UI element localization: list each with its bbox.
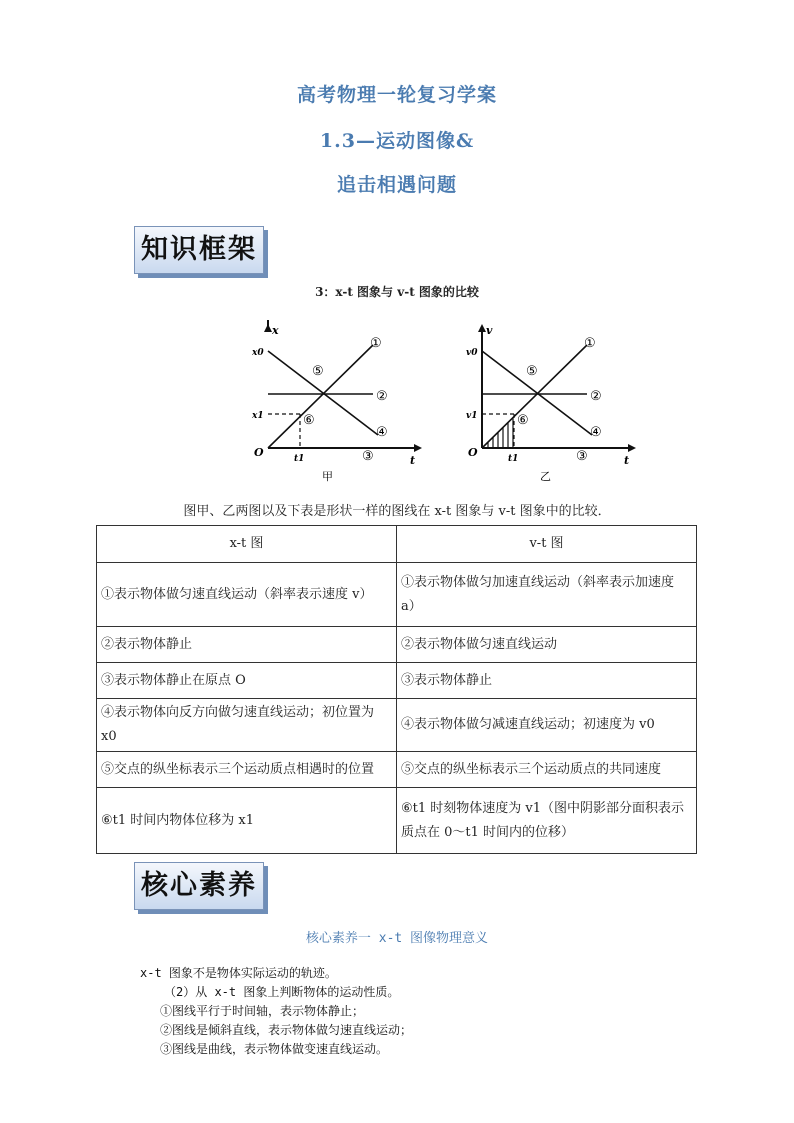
- table-row: [97, 788, 697, 854]
- table-row: [97, 663, 697, 699]
- table-header-row: [97, 526, 697, 563]
- table-cell: ②表示物体静止: [97, 627, 397, 663]
- x-arrow-icon: [414, 444, 422, 452]
- graph-xt: [248, 320, 428, 492]
- table-cell: ①表示物体做匀加速直线运动（斜率表示加速度 a）: [397, 563, 697, 627]
- table-cell: ⑤交点的纵坐标表示三个运动质点的共同速度: [397, 752, 697, 788]
- body-line: （2）从 x-t 图象上判断物体的运动性质。: [164, 985, 400, 999]
- marker-6: ⑥: [517, 413, 529, 428]
- y-mid-label: x1: [252, 411, 264, 421]
- x-tick-label: t1: [294, 454, 305, 464]
- table-header: v-t 图: [397, 526, 697, 563]
- body-line: ③图线是曲线，表示物体做变速直线运动。: [160, 1042, 389, 1056]
- axis-y-label: x: [272, 324, 279, 337]
- doc-title: 高考物理一轮复习学案: [296, 84, 497, 106]
- graph-vt: [462, 320, 642, 492]
- figure-caption: 图甲、乙两图以及下表是形状一样的图线在 x-t 图象与 v-t 图象中的比较．: [183, 504, 611, 519]
- table-cell: ⑥t1 时刻物体速度为 v1（图中阴影部分面积表示质点在 0～t1 时间内的位移）: [397, 788, 697, 854]
- line-1: [482, 345, 587, 448]
- marker-4: ④: [376, 425, 388, 440]
- table-cell: ③表示物体静止: [397, 663, 697, 699]
- table-cell: ②表示物体做匀速直线运动: [397, 627, 697, 663]
- y-arrow-icon: [478, 324, 486, 332]
- marker-5: ⑤: [312, 364, 324, 379]
- y-arrow-icon: [264, 324, 272, 332]
- table-cell: ⑤交点的纵坐标表示三个运动质点相遇时的位置: [97, 752, 397, 788]
- y-top-label: x0: [252, 348, 264, 358]
- origin-label: O: [468, 446, 478, 459]
- marker-1: ①: [584, 336, 596, 351]
- marker-1: ①: [370, 336, 382, 351]
- marker-2: ②: [590, 389, 602, 404]
- marker-4: ④: [590, 425, 602, 440]
- body-line: x-t 图象不是物体实际运动的轨迹。: [140, 966, 337, 980]
- table-row: [97, 627, 697, 663]
- body-line: ①图线平行于时间轴，表示物体静止；: [160, 1004, 365, 1018]
- table-row: [97, 563, 697, 627]
- table-header: x-t 图: [97, 526, 397, 563]
- y-top-label: v0: [466, 348, 478, 358]
- y-mid-label: v1: [466, 411, 478, 421]
- marker-6: ⑥: [303, 413, 315, 428]
- figure-title: 3：x-t 图象与 v-t 图象的比较: [315, 285, 479, 299]
- marker-3: ③: [362, 449, 374, 464]
- marker-3: ③: [576, 449, 588, 464]
- comparison-table: [96, 525, 697, 854]
- graph-caption: 甲: [322, 470, 333, 483]
- table-row: [97, 752, 697, 788]
- x-arrow-icon: [628, 444, 636, 452]
- section-badge-knowledge: 知识框架: [134, 226, 264, 274]
- axis-x-label: t: [624, 454, 630, 467]
- table-row: [97, 699, 697, 752]
- line-1: [268, 345, 373, 448]
- x-tick-label: t1: [508, 454, 519, 464]
- axis-x-label: t: [410, 454, 416, 467]
- marker-5: ⑤: [526, 364, 538, 379]
- section-sub-title: 核心素养一 x-t 图像物理意义: [305, 931, 489, 946]
- doc-subtitle: 1.3—运动图像&: [319, 130, 475, 152]
- table-cell: ①表示物体做匀速直线运动（斜率表示速度 v）: [97, 563, 397, 627]
- marker-2: ②: [376, 389, 388, 404]
- doc-subtitle-2: 追击相遇问题: [336, 174, 457, 196]
- body-line: ②图线是倾斜直线，表示物体做匀速直线运动；: [160, 1023, 413, 1037]
- graph-caption: 乙: [540, 470, 551, 483]
- table-cell: ④表示物体做匀减速直线运动；初速度为 v0: [397, 699, 697, 752]
- section-badge-core: 核心素养: [134, 862, 264, 910]
- axis-y-label: v: [486, 324, 493, 337]
- table-cell: ③表示物体静止在原点 O: [97, 663, 397, 699]
- table-cell: ⑥t1 时间内物体位移为 x1: [97, 788, 397, 854]
- table-cell: ④表示物体向反方向做匀速直线运动；初位置为 x0: [97, 699, 397, 752]
- origin-label: O: [254, 446, 264, 459]
